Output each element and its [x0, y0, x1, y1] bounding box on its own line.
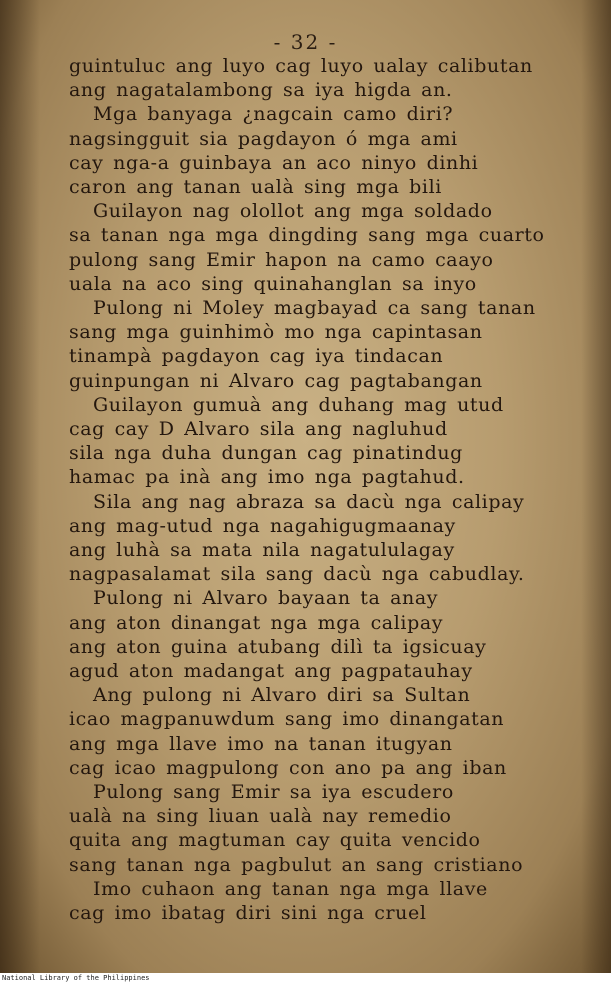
text-line: caron ang tanan ualà sing mga bili	[69, 176, 442, 198]
text-line: sila nga duha dungan cag pinatindug	[69, 442, 463, 465]
text-line: ang aton dinangat nga mga calipay	[69, 611, 444, 634]
text-line: Ang pulong ni Alvaro diri sa Sultan	[93, 684, 471, 707]
text-line: ang mag-utud nga nagahigugmaanay	[69, 514, 456, 537]
text-line: sang mga guinhimò mo nga capintasan	[69, 321, 483, 344]
text-line: sang tanan nga pagbulut an sang cristiano	[69, 853, 524, 876]
text-line: ang luhà sa mata nila nagatululagay	[69, 539, 455, 561]
text-line: Sila ang nag abraza sa dacù nga calipay	[93, 490, 525, 513]
text-line: uala na aco sing quinahanglan sa inyo	[69, 272, 477, 295]
text-line: Pulong ni Alvaro bayaan ta anay	[93, 587, 439, 610]
text-line: Guilayon gumuà ang duhang mag utud	[93, 393, 504, 416]
text-line: cag imo ibatag diri sini nga cruel	[69, 902, 427, 924]
text-line: ualà na sing liuan ualà nay remedio	[69, 805, 452, 828]
text-line: Pulong ni Moley magbayad ca sang tanan	[93, 297, 536, 319]
text-line: nagsingguit sia pagdayon ó mga ami	[69, 127, 458, 150]
text-line: tinampà pagdayon cag iya tindacan	[69, 345, 444, 368]
text-line: guintuluc ang luyo cag luyo ualay calibutan	[69, 55, 533, 77]
text-line: Pulong sang Emir sa iya escudero	[93, 781, 454, 803]
text-line: sa tanan nga mga dingding sang mga cuarto	[69, 224, 545, 247]
text-line: ang mga llave imo na tanan itugyan	[69, 732, 453, 755]
text-line: guinpungan ni Alvaro cag pagtabangan	[69, 369, 483, 392]
text-line: ang aton guina atubang dilì ta igsicuay	[69, 635, 487, 658]
page-number: - 32 -	[273, 30, 338, 54]
text-line: Imo cuhaon ang tanan nga mga llave	[93, 877, 488, 900]
footer-credit: National Library of the Philippines	[2, 974, 150, 982]
text-line: Guilayon nag olollot ang mga soldado	[93, 200, 493, 223]
text-line: quita ang magtuman cay quita vencido	[69, 829, 481, 852]
text-line: nagpasalamat sila sang dacù nga cabudlay.	[69, 563, 525, 586]
text-line: cag icao magpulong con ano pa ang iban	[69, 756, 507, 779]
text-line: icao magpanuwdum sang imo dinangatan	[69, 708, 505, 731]
text-line: ang nagatalambong sa iya higda an.	[69, 79, 453, 102]
text-line: hamac pa inà ang imo nga pagtahud.	[69, 466, 465, 489]
text-line: cay nga-a guinbaya an aco ninyo dinhi	[69, 151, 479, 174]
text-line: Mga banyaga ¿nagcain camo diri?	[93, 103, 454, 126]
text-line: pulong sang Emir hapon na camo caayo	[69, 248, 494, 271]
text-line: cag cay D Alvaro sila ang nagluhud	[69, 418, 448, 440]
text-line: agud aton madangat ang pagpatauhay	[69, 660, 473, 682]
